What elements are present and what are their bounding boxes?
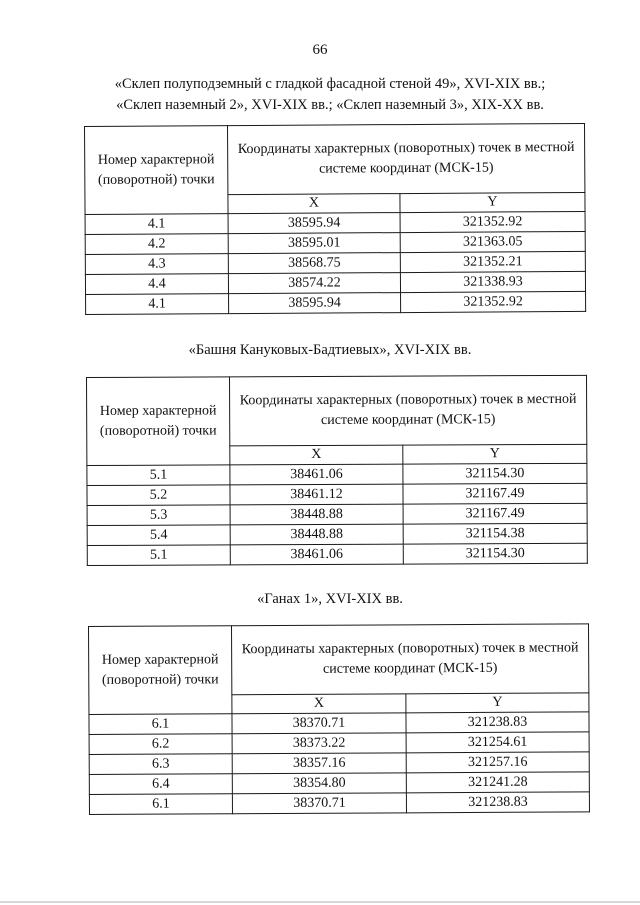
section-3-caption-line-1: «Ганах 1», XVI-XIX вв. (257, 591, 403, 607)
section-1-caption-line-1: «Склеп полуподземный с гладкой фасадной стеной 49», XVI-XIX вв.; (114, 76, 546, 92)
table-row (89, 792, 589, 815)
point-number-header: Номер характерной (поворотной) точки (85, 126, 229, 215)
section-3-caption (60, 589, 600, 610)
x-cell: 38448.88 (230, 524, 403, 545)
y-cell: 321338.93 (400, 271, 585, 292)
point-cell: 4.1 (85, 214, 228, 235)
x-cell: 38373.22 (232, 733, 406, 754)
point-cell: 4.3 (85, 254, 228, 275)
x-cell: 38357.16 (232, 753, 406, 774)
table-header-row (85, 123, 585, 195)
table-row (89, 732, 589, 755)
y-cell: 321352.92 (401, 291, 586, 312)
point-number-header: Номер характерной (поворотной) точки (87, 377, 230, 466)
point-number-header: Номер характерной (поворотной) точки (89, 626, 232, 715)
table-row (89, 752, 589, 775)
point-cell: 5.2 (87, 485, 230, 506)
table-header-row (87, 375, 587, 446)
y-cell: 321257.16 (406, 752, 589, 773)
section-2-caption-line-1: «Башня Кануковых-Бадтиевых», XVI-XIX вв. (188, 342, 472, 358)
coordinates-header: Координаты характерных (поворотных) точек в местной системе координат (МСК-15) (232, 624, 589, 695)
y-axis-header: Y (403, 444, 587, 464)
coordinates-table-3 (88, 623, 590, 815)
x-cell: 38595.01 (228, 233, 400, 254)
section-1-caption-line-2: «Склеп наземный 2», XVI-XIX вв.; «Склеп наземный 3», XIX-XX вв. (116, 97, 544, 113)
x-cell: 38595.94 (228, 213, 400, 234)
y-cell: 321363.05 (400, 231, 585, 252)
y-cell: 321352.21 (400, 251, 585, 272)
scan-bottom-edge (0, 901, 640, 903)
point-cell: 4.2 (85, 234, 228, 255)
y-cell: 321241.28 (406, 772, 589, 793)
table-row (89, 772, 589, 795)
y-cell: 321352.92 (400, 211, 585, 232)
table-row (87, 503, 587, 525)
page-number: 66 (312, 42, 328, 58)
y-cell: 321167.49 (403, 503, 587, 524)
coordinates-table-2 (86, 375, 588, 566)
table-header-row (89, 624, 589, 696)
table-row (87, 523, 587, 545)
x-axis-header: X (230, 445, 403, 465)
point-cell: 4.1 (86, 294, 229, 315)
x-cell: 38354.80 (232, 773, 406, 794)
table-row (87, 543, 587, 565)
x-cell: 38448.88 (230, 504, 403, 525)
y-cell: 321154.30 (403, 463, 587, 484)
y-axis-header: Y (400, 192, 585, 212)
x-cell: 38574.22 (228, 273, 400, 294)
point-cell: 5.4 (87, 525, 230, 546)
x-cell: 38461.06 (230, 544, 403, 565)
coordinates-header: Координаты характерных (поворотных) точек в местной системе координат (МСК-15) (230, 375, 587, 446)
point-cell: 6.1 (89, 714, 232, 735)
point-cell: 5.3 (87, 505, 230, 526)
coordinates-header: Координаты характерных (поворотных) точек в местной системе координат (МСК-15) (228, 123, 585, 194)
x-cell: 38595.94 (229, 293, 401, 314)
point-cell: 5.1 (87, 465, 230, 486)
y-cell: 321167.49 (403, 483, 587, 504)
table-row (87, 463, 587, 485)
coordinates-table-1 (84, 123, 586, 315)
section-2-caption (60, 340, 600, 361)
table-row (89, 712, 589, 735)
point-cell: 6.4 (89, 774, 232, 795)
y-cell: 321238.83 (406, 792, 589, 813)
table-row (87, 483, 587, 505)
x-axis-header: X (228, 194, 400, 214)
y-axis-header: Y (406, 693, 589, 713)
x-cell: 38370.71 (232, 793, 406, 814)
point-cell: 6.2 (89, 734, 232, 755)
point-cell: 6.1 (89, 794, 232, 815)
x-cell: 38370.71 (232, 713, 406, 734)
y-cell: 321154.30 (403, 543, 587, 564)
point-cell: 4.4 (85, 274, 228, 295)
y-cell: 321154.38 (403, 523, 587, 544)
x-axis-header: X (232, 694, 406, 714)
x-cell: 38568.75 (228, 253, 400, 274)
table-row (86, 291, 586, 314)
point-cell: 5.1 (87, 545, 230, 566)
x-cell: 38461.06 (230, 464, 403, 485)
y-cell: 321254.61 (406, 732, 589, 753)
point-cell: 6.3 (89, 754, 232, 775)
section-1-caption (60, 74, 600, 116)
y-cell: 321238.83 (406, 712, 589, 733)
x-cell: 38461.12 (230, 484, 403, 505)
